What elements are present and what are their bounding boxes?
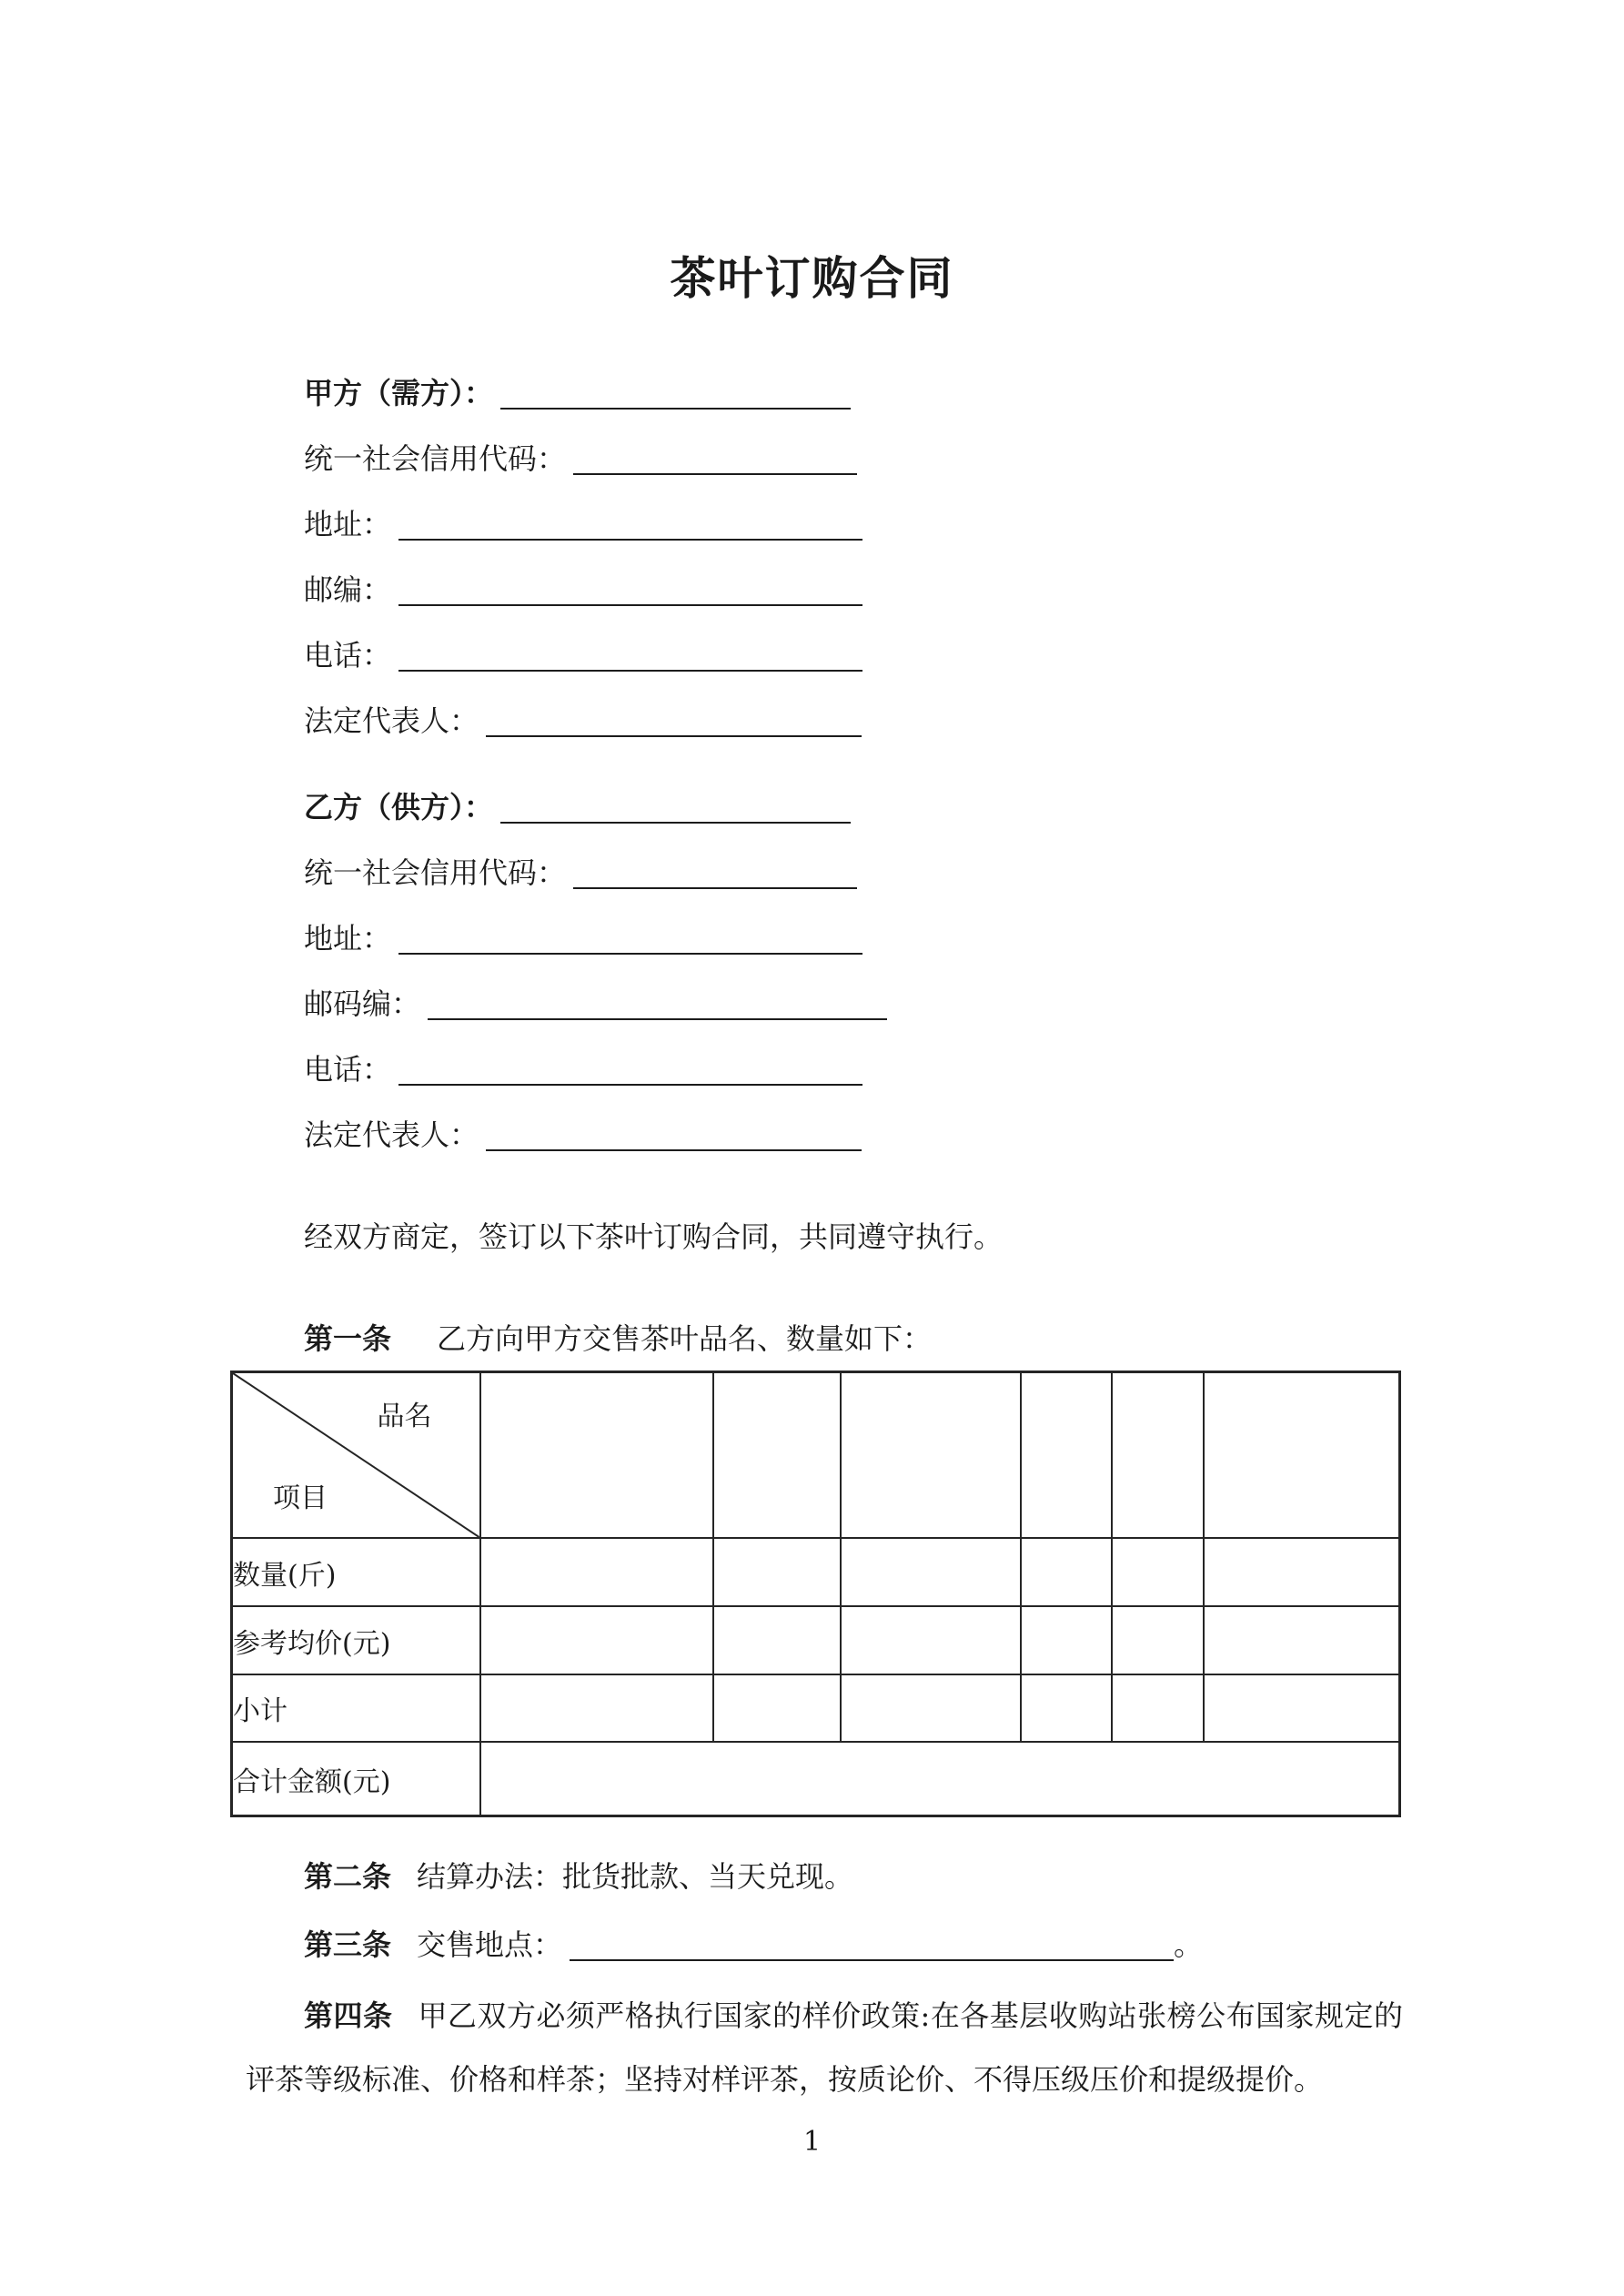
party-a-zip-row xyxy=(304,567,862,607)
clause-4 xyxy=(246,1984,1403,2111)
party-a-address-blank xyxy=(398,508,862,541)
table-cell-empty xyxy=(1112,1538,1204,1606)
party-a-credit-code-blank xyxy=(573,442,857,475)
row-label-total: 合计金额(元) xyxy=(232,1742,480,1816)
table-cell-empty xyxy=(841,1606,1021,1674)
table-cell-empty xyxy=(1204,1372,1400,1539)
delivery-place-blank xyxy=(570,1928,1174,1961)
party-b-address-row xyxy=(304,915,862,956)
party-b-phone-blank xyxy=(398,1053,862,1086)
party-a-phone-row xyxy=(304,632,862,673)
table-row-total xyxy=(232,1742,1400,1816)
clause-3-label: 交售地点： xyxy=(417,1927,563,1962)
table-cell-empty xyxy=(1112,1674,1204,1742)
table-cell-empty xyxy=(480,1606,713,1674)
table-cell-empty xyxy=(1021,1538,1112,1606)
clause-2-number: 第二条 xyxy=(304,1859,392,1894)
table-cell-empty xyxy=(713,1606,841,1674)
clause-2-text: 结算办法：批货批款、当天兑现。 xyxy=(417,1859,854,1894)
row-label-avg-price: 参考均价(元) xyxy=(232,1606,480,1674)
table-row-avg-price xyxy=(232,1606,1400,1674)
party-b-zip-row xyxy=(304,981,887,1021)
party-b-zip-label: 邮码编： xyxy=(304,986,421,1021)
party-a-credit-code-label: 统一社会信用代码： xyxy=(304,441,567,476)
party-b-heading-label: 乙方（供方）： xyxy=(304,790,494,824)
table-cell-empty xyxy=(480,1674,713,1742)
clause-4-number: 第四条 xyxy=(304,1998,393,2033)
party-a-phone-label: 电话： xyxy=(304,638,392,673)
diagonal-line xyxy=(233,1373,479,1537)
clause-2 xyxy=(304,1856,853,1896)
party-b-credit-code-label: 统一社会信用代码： xyxy=(304,855,567,890)
table-cell-empty xyxy=(480,1538,713,1606)
diagonal-header-cell xyxy=(232,1372,480,1539)
clause-1 xyxy=(304,1319,932,1359)
clause-1-text: 乙方向甲方交售茶叶品名、数量如下： xyxy=(437,1321,933,1356)
table-cell-empty xyxy=(841,1538,1021,1606)
row-label-subtotal: 小计 xyxy=(232,1674,480,1742)
party-b-phone-label: 电话： xyxy=(304,1052,392,1087)
table-cell-empty xyxy=(1112,1606,1204,1674)
table-cell-empty xyxy=(841,1674,1021,1742)
table-cell-empty xyxy=(1021,1674,1112,1742)
table-cell-empty xyxy=(1021,1372,1112,1539)
party-b-zip-blank xyxy=(428,987,887,1020)
header-item-label: 项目 xyxy=(273,1482,328,1514)
party-a-zip-blank xyxy=(398,573,862,606)
party-a-legal-rep-blank xyxy=(486,704,862,737)
party-a-credit-code-row xyxy=(304,436,857,476)
table-cell-empty xyxy=(713,1372,841,1539)
table-header-row xyxy=(232,1372,1400,1539)
party-a-zip-label: 邮编： xyxy=(304,572,392,607)
party-a-legal-rep-label: 法定代表人： xyxy=(304,703,479,738)
table-cell-empty xyxy=(713,1674,841,1742)
total-amount-cell xyxy=(480,1742,1400,1816)
table-cell-empty xyxy=(713,1538,841,1606)
clause-1-number: 第一条 xyxy=(304,1321,392,1356)
header-product-name-label: 品名 xyxy=(377,1401,432,1432)
table-cell-empty xyxy=(841,1372,1021,1539)
party-b-phone-row xyxy=(304,1047,862,1087)
table-row-quantity xyxy=(232,1538,1400,1606)
clause-3-number: 第三条 xyxy=(304,1927,392,1962)
party-a-legal-rep-row xyxy=(304,698,862,738)
party-b-credit-code-blank xyxy=(573,856,857,889)
clause-3-suffix: 。 xyxy=(1174,1927,1204,1962)
tea-order-table xyxy=(230,1371,1401,1817)
party-a-heading-row xyxy=(304,370,851,410)
table-cell-empty xyxy=(1204,1674,1400,1742)
intro-sentence: 经双方商定，签订以下茶叶订购合同，共同遵守执行。 xyxy=(304,1219,1004,1254)
clause-4-text: 甲乙双方必须严格执行国家的样价政策:在各基层收购站张榜公布国家规定的评茶等级标准、价格和样茶；坚持对样评茶，按质论价、不得压级压价和提级提价。 xyxy=(246,1998,1403,2097)
clause-3 xyxy=(304,1922,1203,1962)
party-a-phone-blank xyxy=(398,639,862,672)
table-cell-empty xyxy=(480,1372,713,1539)
party-b-heading-row xyxy=(304,784,851,824)
party-a-address-row xyxy=(304,501,862,541)
page-number: 1 xyxy=(802,2126,822,2158)
table-cell-empty xyxy=(1021,1606,1112,1674)
party-b-legal-rep-blank xyxy=(486,1118,862,1151)
party-a-address-label: 地址： xyxy=(304,507,392,541)
party-b-address-blank xyxy=(398,922,862,955)
party-b-name-blank xyxy=(500,791,851,824)
row-label-quantity: 数量(斤) xyxy=(232,1538,480,1606)
party-b-legal-rep-row xyxy=(304,1112,862,1152)
table-cell-empty xyxy=(1204,1538,1400,1606)
party-b-legal-rep-label: 法定代表人： xyxy=(304,1118,479,1152)
table-cell-empty xyxy=(1204,1606,1400,1674)
party-a-name-blank xyxy=(500,377,851,410)
table-row-subtotal xyxy=(232,1674,1400,1742)
party-a-heading-label: 甲方（需方）： xyxy=(304,376,494,410)
contract-title: 茶叶订购合同 xyxy=(670,251,954,305)
table-cell-empty xyxy=(1112,1372,1204,1539)
party-b-credit-code-row xyxy=(304,850,857,890)
party-b-address-label: 地址： xyxy=(304,921,392,956)
